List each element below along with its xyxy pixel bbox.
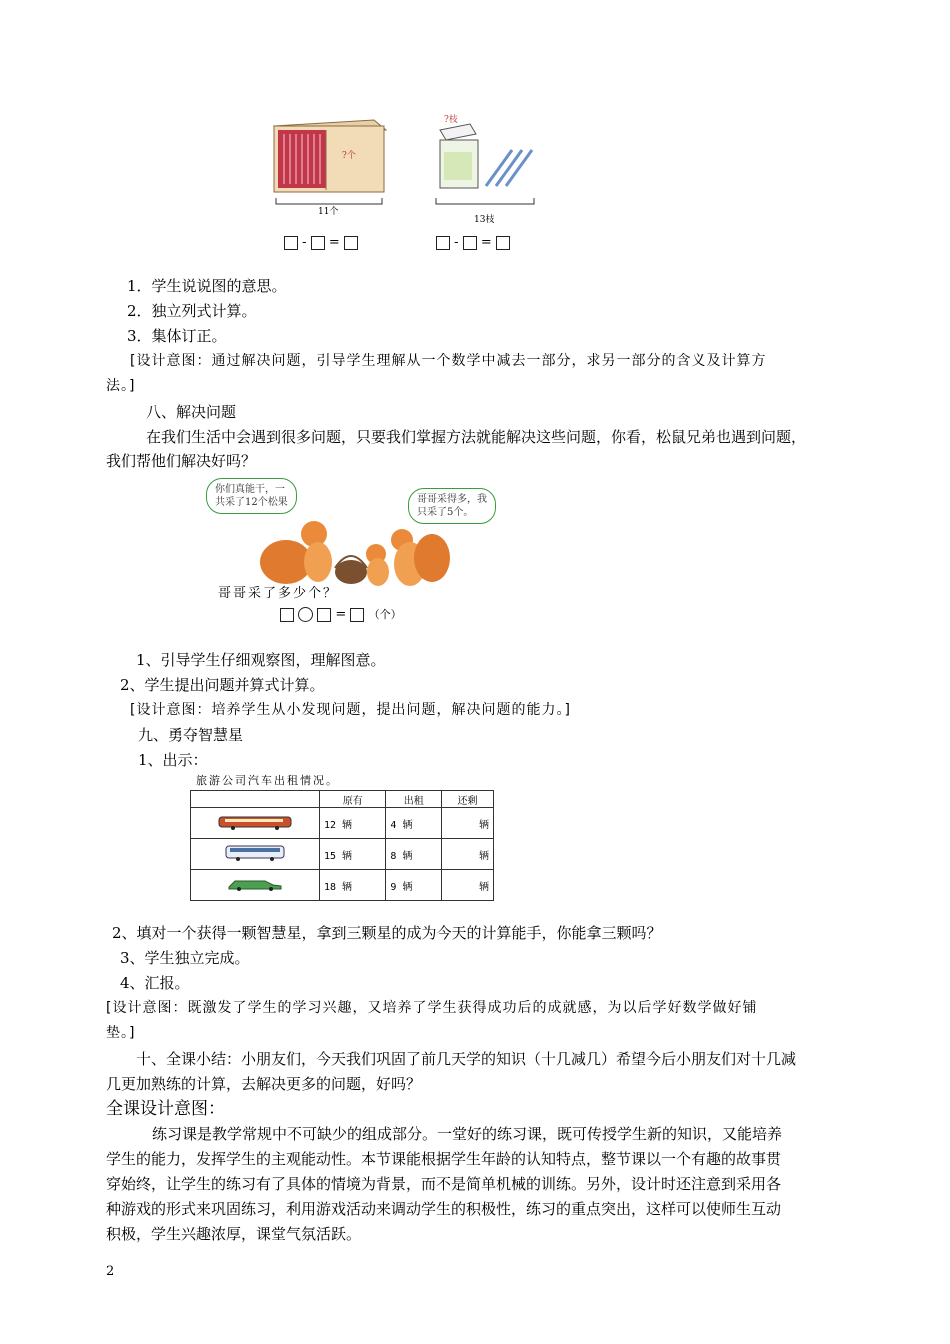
minus-sign: - <box>302 235 307 250</box>
figure-squirrels <box>196 478 506 628</box>
squirrel-question: 哥哥采了多少个？ <box>218 586 339 601</box>
blank-box <box>350 608 364 622</box>
equals-sign: = <box>335 607 347 622</box>
section-10-line2: 几更加熟练的计算，去解决更多的问题，好吗？ <box>106 1075 422 1093</box>
bubble-right-line2: 只采了5个。 <box>417 507 474 518</box>
equals-sign: = <box>480 235 492 250</box>
design-summary-line2: 学生的能力，发挥学生的主观能动性。本节课能根据学生年龄的认知特点，整节课以一个有趣的故事贯 <box>106 1150 782 1168</box>
step-a-2: 2．独立列式计算。 <box>127 302 257 320</box>
equation-blank-3 <box>280 606 402 622</box>
design-summary-line4: 种游戏的形式来巩固练习，利用游戏活动来调动学生的积极性，练习的重点突出，这样可以使师生互动 <box>106 1200 782 1218</box>
step-a-3: 3．集体订正。 <box>127 327 227 345</box>
table-cell: 9 辆 <box>386 870 442 901</box>
section-8-para-line1: 在我们生活中会遇到很多问题，只要我们掌握方法就能解决这些问题，你看，松鼠兄弟也遇到问题， <box>146 428 807 446</box>
design-summary-title: 全课设计意图： <box>106 1099 225 1119</box>
design-intent-3-line2: 垫。] <box>106 1025 136 1041</box>
pencil-total-label: 13枝 <box>474 215 495 225</box>
box-and-pencils-illustration <box>262 112 552 222</box>
bus-icon <box>191 808 320 839</box>
header-cell: 出租 <box>386 791 442 808</box>
table-cell: 18 辆 <box>320 870 386 901</box>
section-9-item1: 1、出示： <box>138 751 208 769</box>
bubble-left-line2: 共采了12个松果 <box>215 497 288 508</box>
design-intent-1-line2: 法。] <box>106 378 136 394</box>
header-cell <box>191 791 320 808</box>
design-intent-2: [设计意图：培养学生从小发现问题，提出问题，解决问题的能力。] <box>130 702 571 718</box>
unit-label: （个） <box>368 608 402 621</box>
table-header-row <box>191 791 494 808</box>
equation-blank-1 <box>284 235 358 250</box>
table-row <box>191 870 494 901</box>
table-cell: 辆 <box>442 808 494 839</box>
table-cell: 4 辆 <box>386 808 442 839</box>
step-b-1: 1、引导学生仔细观察图，理解图意。 <box>136 651 386 669</box>
blank-circle <box>298 607 313 622</box>
step-a-1: 1．学生说说图的意思。 <box>127 277 287 295</box>
minus-sign: - <box>454 235 459 250</box>
blank-box <box>436 236 450 250</box>
header-cell: 原有 <box>320 791 386 808</box>
blank-box <box>496 236 510 250</box>
section-9-title: 九、勇夺智慧星 <box>138 726 244 744</box>
bubble-right-line1: 哥哥采得多，我 <box>417 494 487 505</box>
equation-blank-2 <box>436 235 510 250</box>
design-intent-1-line1: [设计意图：通过解决问题，引导学生理解从一个数学中减去一部分，求另一部分的含义及计算方 <box>130 353 767 369</box>
design-summary-line3: 穿始终，让学生的练习有了具体的情境为背景，而不是简单机械的训练。另外，设计时还注意到采用各 <box>106 1175 782 1193</box>
box-total-label: 11个 <box>318 207 339 217</box>
bubble-left-line1: 你们真能干，一 <box>215 484 285 495</box>
table-cell: 12 辆 <box>320 808 386 839</box>
blank-box <box>280 608 294 622</box>
design-summary-line1: 练习课是教学常规中不可缺少的组成部分。一堂好的练习课，既可传授学生新的知识，又能培养 <box>152 1125 783 1143</box>
header-cell: 还剩 <box>442 791 494 808</box>
blank-box <box>311 236 325 250</box>
figure-subtraction-pictures <box>262 112 552 270</box>
section-8-title: 八、解决问题 <box>146 403 237 421</box>
table-cell: 8 辆 <box>386 839 442 870</box>
table-cell: 辆 <box>442 870 494 901</box>
table-row <box>191 839 494 870</box>
blank-box <box>284 236 298 250</box>
page-number: 2 <box>106 1264 115 1279</box>
table-row <box>191 808 494 839</box>
section-8-para-line2: 我们帮他们解决好吗？ <box>106 452 257 470</box>
blank-box <box>463 236 477 250</box>
step-c-3: 3、学生独立完成。 <box>120 949 250 967</box>
blank-box <box>344 236 358 250</box>
coach-icon <box>191 839 320 870</box>
pencil-question-label: ?枝 <box>444 115 458 125</box>
step-b-2: 2、学生提出问题并算式计算。 <box>120 676 325 694</box>
rental-table <box>190 790 494 901</box>
rental-table-caption: 旅游公司汽车出租情况。 <box>196 774 339 787</box>
table-cell: 15 辆 <box>320 839 386 870</box>
step-c-4: 4、汇报。 <box>120 974 190 992</box>
step-c-2: 2、填对一个获得一颗智慧星，拿到三颗星的成为今天的计算能手，你能拿三颗吗？ <box>112 924 662 942</box>
equals-sign: = <box>328 235 340 250</box>
speech-bubble-left <box>206 478 297 514</box>
box-question-label: ?个 <box>342 151 356 161</box>
design-summary-line5: 积极，学生兴趣浓厚，课堂气氛活跃。 <box>106 1225 362 1243</box>
blank-box <box>317 608 331 622</box>
section-10-line1: 十、全课小结：小朋友们，今天我们巩固了前几天学的知识（十几减几）希望今后小朋友们对十几减 <box>136 1050 797 1068</box>
design-intent-3-line1: [设计意图：既激发了学生的学习兴趣，又培养了学生获得成功后的成就感，为以后学好数学做好铺 <box>106 1000 758 1016</box>
car-icon <box>191 870 320 901</box>
table-cell: 辆 <box>442 839 494 870</box>
